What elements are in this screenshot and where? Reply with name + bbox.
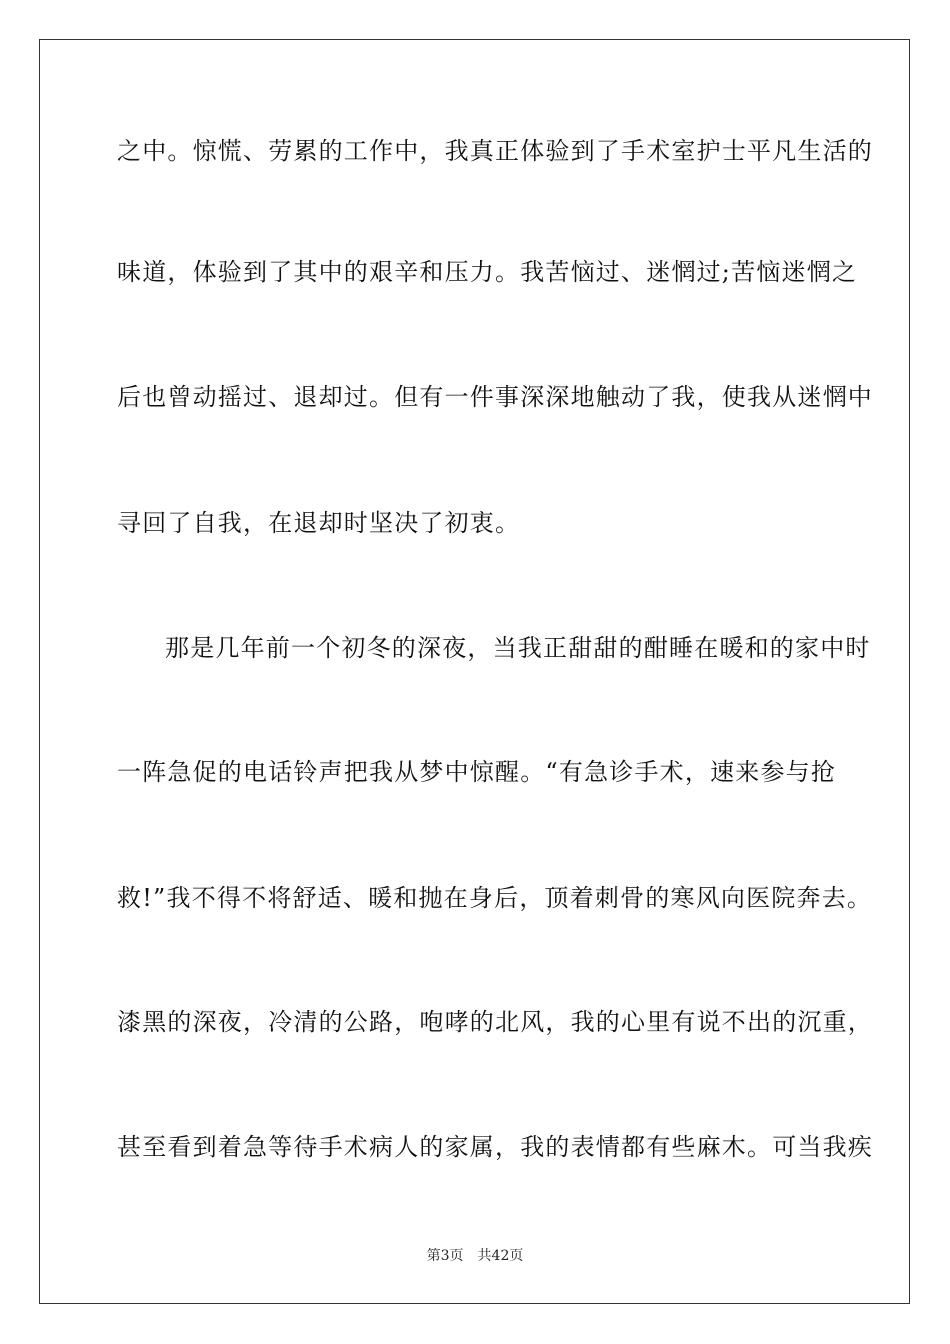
- text-line-6: 一阵急促的电话铃声把我从梦中惊醒。“有急诊手术，速来参与抢: [117, 758, 837, 786]
- text-line-4: 寻回了自我，在退却时坚决了初衷。: [117, 509, 521, 537]
- text-line-1: 之中。惊慌、劳累的工作中，我真正体验到了手术室护士平凡生活的: [117, 137, 873, 165]
- text-line-2: 味道，体验到了其中的艰辛和压力。我苦恼过、迷惘过;苦恼迷惘之: [117, 258, 858, 286]
- text-line-7: 救!”我不得不将舒适、暖和抛在身后，顶着刺骨的寒风向医院奔去。: [117, 884, 873, 912]
- text-line-9: 甚至看到着急等待手术病人的家属，我的表情都有些麻木。可当我疾: [117, 1133, 873, 1161]
- page-number-total: 共42页: [477, 1248, 524, 1264]
- page-number-current: 第3页: [426, 1248, 464, 1264]
- text-line-3: 后也曾动摇过、退却过。但有一件事深深地触动了我，使我从迷惘中: [117, 383, 873, 411]
- text-line-8: 漆黑的深夜，冷清的公路，咆哮的北风，我的心里有说不出的沉重，: [117, 1008, 873, 1036]
- text-line-5-paragraph-start: 那是几年前一个初冬的深夜，当我正甜甜的酣睡在暖和的家中时: [165, 634, 871, 662]
- page-footer: [0, 1247, 950, 1265]
- page-border: [39, 39, 910, 1304]
